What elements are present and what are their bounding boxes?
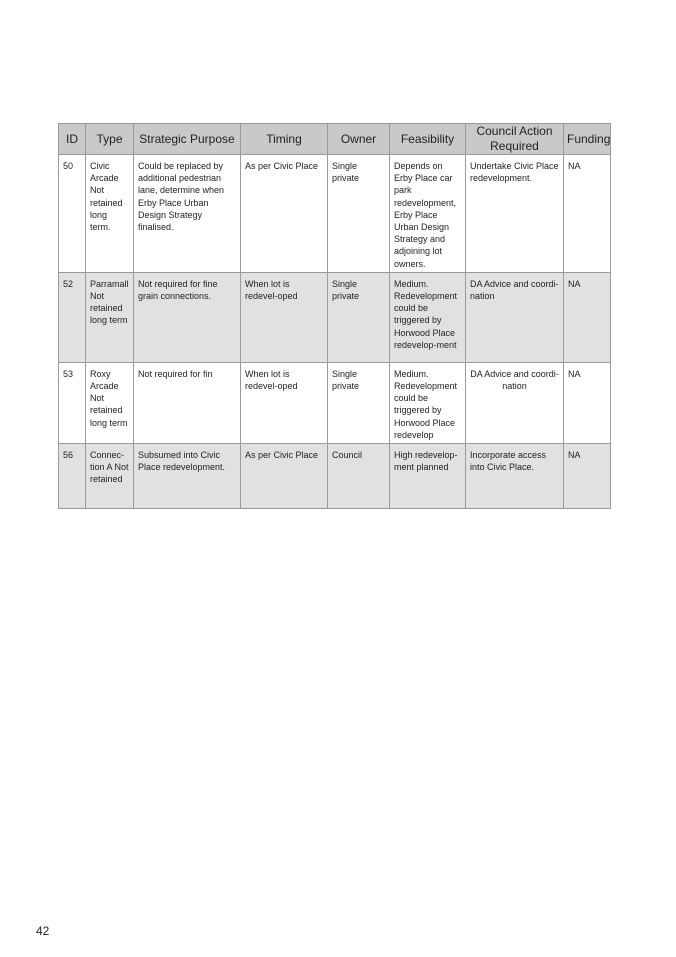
- table-row: [59, 155, 611, 273]
- cell-purpose: Not required for fin: [134, 362, 241, 443]
- table-row: [59, 362, 611, 443]
- cell-owner: Single private: [328, 272, 390, 362]
- page-number: 42: [36, 924, 50, 938]
- header-strategic-purpose: Strategic Purpose: [134, 124, 241, 155]
- cell-purpose: Not required for fine grain connections.: [134, 272, 241, 362]
- cell-action: Undertake Civic Place redevelopment.: [466, 155, 564, 273]
- header-type: Type: [86, 124, 134, 155]
- cell-id: 56: [59, 444, 86, 509]
- cell-owner: Single private: [328, 362, 390, 443]
- cell-feasibility: Medium. Redevelopment could be triggered by Horwood Place redevelop: [390, 362, 466, 443]
- header-feasibility: Feasibility: [390, 124, 466, 155]
- cell-funding: NA: [564, 444, 611, 509]
- cell-type: Civic Arcade Not retained long term.: [86, 155, 134, 273]
- cell-funding: NA: [564, 272, 611, 362]
- cell-funding: NA: [564, 155, 611, 273]
- table-header: [59, 124, 611, 155]
- cell-funding: NA: [564, 362, 611, 443]
- header-timing: Timing: [241, 124, 328, 155]
- cell-feasibility: High redevelop-ment planned: [390, 444, 466, 509]
- cell-id: 50: [59, 155, 86, 273]
- cell-type: Connec-tion A Not retained: [86, 444, 134, 509]
- cell-timing: As per Civic Place: [241, 155, 328, 273]
- cell-type: Roxy Arcade Not retained long term: [86, 362, 134, 443]
- infrastructure-table: [58, 123, 611, 509]
- cell-feasibility: Medium. Redevelopment could be triggered by Horwood Place redevelop-ment: [390, 272, 466, 362]
- cell-type: Parramall Not retained long term: [86, 272, 134, 362]
- header-row: [59, 124, 611, 155]
- cell-owner: Single private: [328, 155, 390, 273]
- table-row: [59, 272, 611, 362]
- cell-action: Incorporate access into Civic Place.: [466, 444, 564, 509]
- table-body: [59, 155, 611, 509]
- cell-action: DA Advice and coordi-nation: [466, 272, 564, 362]
- cell-purpose: Could be replaced by additional pedestrian lane, determine when Erby Place Urban Design Strategy finalised.: [134, 155, 241, 273]
- cell-timing: When lot is redevel-oped: [241, 272, 328, 362]
- cell-id: 53: [59, 362, 86, 443]
- cell-feasibility: Depends on Erby Place car park redevelopment, Erby Place Urban Design Strategy and adjoining lot owners.: [390, 155, 466, 273]
- header-owner: Owner: [328, 124, 390, 155]
- cell-timing: As per Civic Place: [241, 444, 328, 509]
- cell-id: 52: [59, 272, 86, 362]
- cell-timing: When lot is redevel-oped: [241, 362, 328, 443]
- header-id: ID: [59, 124, 86, 155]
- header-funding: Funding: [564, 124, 611, 155]
- header-council-action: Council Action Required: [466, 124, 564, 155]
- cell-owner: Council: [328, 444, 390, 509]
- cell-action: DA Advice and coordi-nation: [466, 362, 564, 443]
- cell-purpose: Subsumed into Civic Place redevelopment.: [134, 444, 241, 509]
- table-row: [59, 444, 611, 509]
